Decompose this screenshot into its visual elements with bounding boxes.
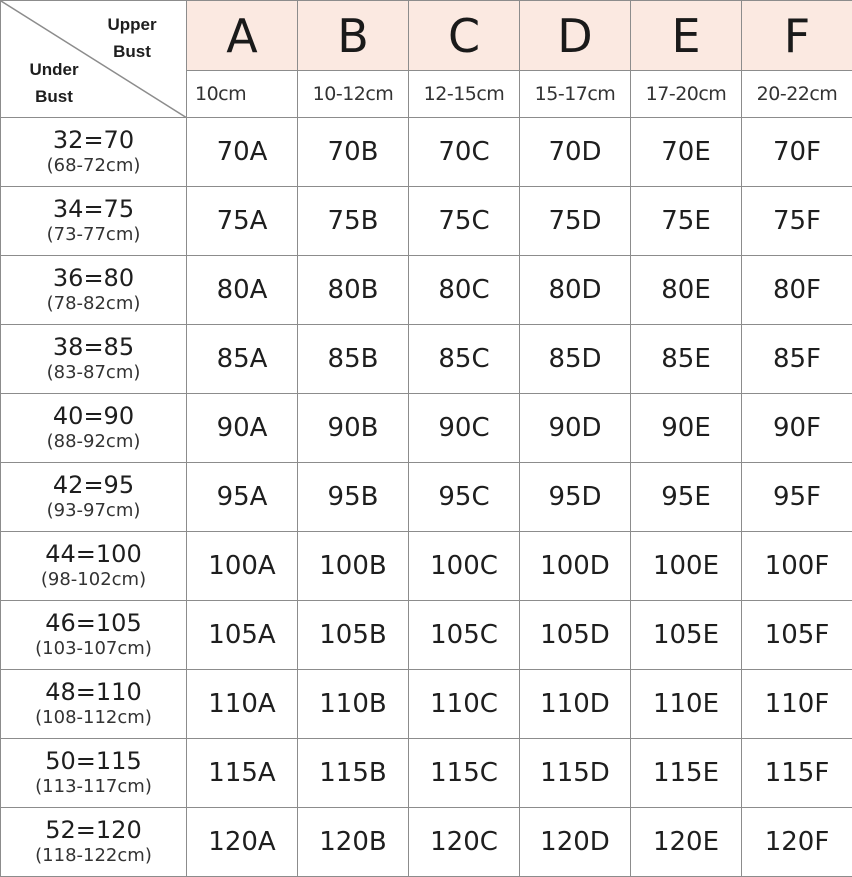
under-bust-band [1,118,187,187]
band-size: 32=70 [1,126,186,154]
cup-letter: A [187,1,298,71]
band-size: 46=105 [1,609,186,637]
table-row [1,325,852,394]
size-cell: 85B [298,325,409,394]
size-cell: 85D [520,325,631,394]
cup-letter: F [742,1,852,71]
band-range: (73-77cm) [1,223,186,247]
size-cell: 85F [742,325,852,394]
table-row [1,118,852,187]
size-cell: 110F [742,670,852,739]
size-cell: 95B [298,463,409,532]
size-cell: 75F [742,187,852,256]
corner-header [1,1,187,118]
band-size: 50=115 [1,747,186,775]
band-range: (118-122cm) [1,844,186,868]
size-cell: 115D [520,739,631,808]
size-cell: 80C [409,256,520,325]
size-cell: 120A [187,808,298,877]
size-cell: 105F [742,601,852,670]
size-cell: 80F [742,256,852,325]
table-row [1,532,852,601]
size-cell: 105A [187,601,298,670]
cup-letter: D [520,1,631,71]
band-size: 52=120 [1,816,186,844]
size-cell: 90E [631,394,742,463]
under-bust-band [1,670,187,739]
under-bust-band [1,601,187,670]
table-row [1,463,852,532]
cup-letter-row [1,1,852,71]
band-size: 48=110 [1,678,186,706]
size-cell: 90A [187,394,298,463]
cup-range: 20-22cm [742,71,852,118]
size-cell: 110D [520,670,631,739]
size-cell: 100B [298,532,409,601]
table-row [1,187,852,256]
size-cell: 90D [520,394,631,463]
under-bust-band [1,532,187,601]
band-range: (68-72cm) [1,154,186,178]
band-range: (113-117cm) [1,775,186,799]
size-cell: 75D [520,187,631,256]
band-range: (108-112cm) [1,706,186,730]
table-row [1,256,852,325]
band-size: 34=75 [1,195,186,223]
size-cell: 70B [298,118,409,187]
band-size: 44=100 [1,540,186,568]
size-cell: 105C [409,601,520,670]
under-bust-band [1,325,187,394]
under-bust-band [1,394,187,463]
band-size: 40=90 [1,402,186,430]
cup-range: 15-17cm [520,71,631,118]
table-row [1,601,852,670]
under-bust-band [1,463,187,532]
size-cell: 80A [187,256,298,325]
size-cell: 100F [742,532,852,601]
band-range: (83-87cm) [1,361,186,385]
size-cell: 95F [742,463,852,532]
band-size: 42=95 [1,471,186,499]
size-cell: 110B [298,670,409,739]
size-cell: 120E [631,808,742,877]
size-cell: 90C [409,394,520,463]
under-bust-label [21,56,87,110]
band-size: 36=80 [1,264,186,292]
size-cell: 80D [520,256,631,325]
cup-letter: E [631,1,742,71]
size-cell: 75A [187,187,298,256]
size-cell: 105E [631,601,742,670]
upper-bust-label [102,11,162,65]
size-cell: 120C [409,808,520,877]
size-cell: 95A [187,463,298,532]
under-bust-band [1,808,187,877]
size-cell: 75C [409,187,520,256]
size-cell: 85C [409,325,520,394]
size-cell: 110C [409,670,520,739]
upper-bust-label-line1: Upper [102,11,162,38]
under-bust-band [1,256,187,325]
size-cell: 100A [187,532,298,601]
size-table-body [1,118,852,877]
size-cell: 70C [409,118,520,187]
band-range: (98-102cm) [1,568,186,592]
upper-bust-label-line2: Bust [102,38,162,65]
size-cell: 70A [187,118,298,187]
size-cell: 115A [187,739,298,808]
size-cell: 100C [409,532,520,601]
cup-range: 17-20cm [631,71,742,118]
size-cell: 75E [631,187,742,256]
size-cell: 90F [742,394,852,463]
size-cell: 115F [742,739,852,808]
size-cell: 70E [631,118,742,187]
size-cell: 110E [631,670,742,739]
size-cell: 115E [631,739,742,808]
size-cell: 95D [520,463,631,532]
size-cell: 75B [298,187,409,256]
cup-range: 10cm [187,71,298,118]
size-cell: 70D [520,118,631,187]
size-cell: 100E [631,532,742,601]
cup-range: 10-12cm [298,71,409,118]
cup-range: 12-15cm [409,71,520,118]
table-row [1,739,852,808]
under-bust-label-line2: Bust [21,83,87,110]
band-range: (93-97cm) [1,499,186,523]
band-range: (88-92cm) [1,430,186,454]
band-range: (78-82cm) [1,292,186,316]
size-cell: 95E [631,463,742,532]
size-cell: 95C [409,463,520,532]
table-row [1,394,852,463]
size-cell: 70F [742,118,852,187]
size-cell: 100D [520,532,631,601]
size-cell: 105D [520,601,631,670]
band-range: (103-107cm) [1,637,186,661]
cup-letter: C [409,1,520,71]
size-cell: 120D [520,808,631,877]
table-row [1,670,852,739]
size-cell: 120F [742,808,852,877]
size-cell: 120B [298,808,409,877]
table-row [1,808,852,877]
size-cell: 115B [298,739,409,808]
size-cell: 80B [298,256,409,325]
size-cell: 110A [187,670,298,739]
size-cell: 105B [298,601,409,670]
size-cell: 90B [298,394,409,463]
under-bust-band [1,739,187,808]
size-cell: 85E [631,325,742,394]
size-cell: 115C [409,739,520,808]
size-cell: 85A [187,325,298,394]
size-cell: 80E [631,256,742,325]
band-size: 38=85 [1,333,186,361]
under-bust-label-line1: Under [21,56,87,83]
under-bust-band [1,187,187,256]
cup-letter: B [298,1,409,71]
